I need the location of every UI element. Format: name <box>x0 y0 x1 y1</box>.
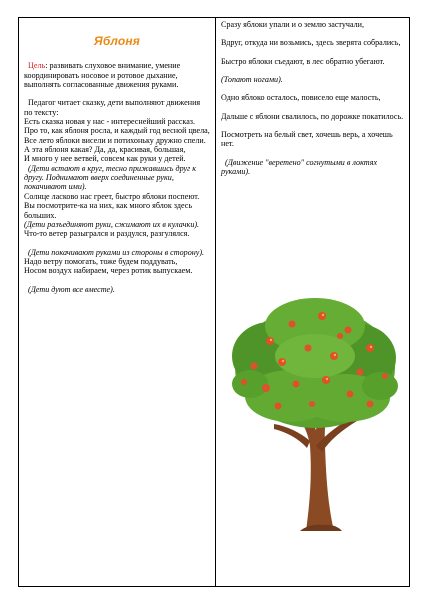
apple-tree-illustration <box>230 296 400 531</box>
intro-text: Педагог читает сказку, дети выполняют движения по тексту: <box>24 98 201 117</box>
stage-direction: (Движение "веретено" согнутыми в локтях руками). <box>221 157 378 177</box>
verse-line: Что-то ветер разыгрался и раздулся, разгулялся. <box>24 229 190 239</box>
verse-line: Быстро яблоки съедают, в лес обратно убегают. <box>221 56 385 66</box>
verse-line: Есть сказка новая у нас - интереснейший рассказ. <box>24 117 196 127</box>
goal-paragraph <box>24 61 210 89</box>
right-column <box>221 20 405 176</box>
verse-line: Вы посмотрите-ка на них, как много яблок здесь больших. <box>24 201 193 220</box>
goal-text: : развивать слуховое внимание, умение координировать носовое и ротовое дыхание, выполнять согласованные движения руками. <box>24 61 181 90</box>
stage-direction: (Топают ногами). <box>221 75 283 85</box>
verse-line: Вдруг, откуда ни возьмись, здесь зверята собрались, <box>221 38 401 48</box>
verse-line: Солнце ласково нас греет, быстро яблоки поспеют. <box>24 191 200 201</box>
verse-line: Дальше с яблони свалилось, по дорожке покатилось. <box>221 111 404 121</box>
goal-label: Цель <box>28 61 46 71</box>
stage-direction: (Дети встают в круг, тесно прижавшись друг к другу. Поднимают вверх соединенные руки, покачивают ими). <box>24 163 197 192</box>
verse-line: Надо ветру помогать, тоже будем поддувать, <box>24 256 178 266</box>
verse-line: А эта яблоня какая? Да, да, красивая, большая, <box>24 145 186 155</box>
stage-direction: (Дети дуют все вместе). <box>28 284 115 294</box>
stage-direction: (Дети разъединяют руки, сжимают их в кулачки). <box>24 219 200 229</box>
page-title: Яблоня <box>93 34 141 48</box>
column-divider <box>215 17 216 587</box>
stage-direction: (Дети покачивают руками из стороны в сторону). <box>28 247 205 257</box>
verse-line: Носом воздух набираем, через ротик выпускаем. <box>24 266 193 276</box>
verse-line: Все лето яблоки висели и потихоньку дружно спели. <box>24 135 206 145</box>
tree-crown <box>232 298 398 428</box>
verse-line: Сразу яблоки упали и о землю застучали, <box>221 20 365 29</box>
verse-line: И много у нее ветвей, совсем как руки у детей. <box>24 154 186 164</box>
verse-line: Одно яблоко осталось, повисело еще малость, <box>221 93 381 103</box>
verse-line: Про то, как яблоня росла, и каждый год весной цвела, <box>24 126 210 136</box>
left-column <box>24 20 210 294</box>
verse-line: Посмотреть на белый свет, хочешь верь, а хочешь нет. <box>221 130 393 149</box>
